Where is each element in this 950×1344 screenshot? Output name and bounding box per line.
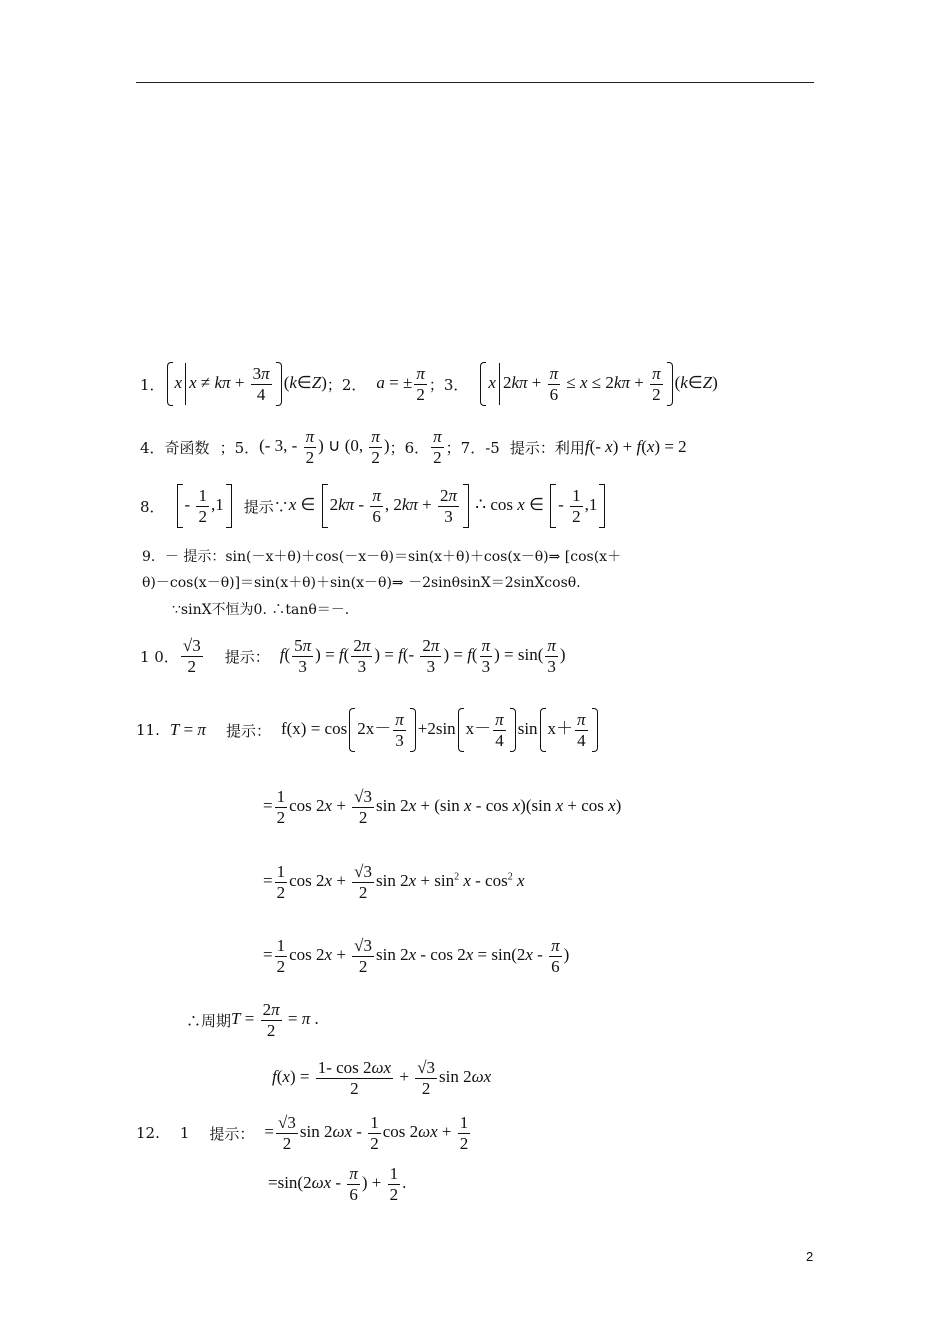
- page-number: 2: [806, 1249, 814, 1264]
- answer-9-line-3: ∵sinX不恒为0. ∴tanθ＝－.: [172, 602, 350, 618]
- answer-10: 1 0． $\frac{√3}{2}$ 提示： f( $\frac{5\pi}{3}$ ) = f( $\frac{2\pi}{3}$ ) = f(- $\frac{2\pi}{3}$ ) = f( $\frac{\pi}{3}$ ) = sin( $\frac{\pi}{3}$ ): [140, 636, 566, 676]
- answer-1-3: 1． x x ≠ kπ + $\frac{3\pi}{4}$ (k∈Z) ；2． a = ± $\frac{\pi}{2}$ ；3． x 2kπ + $\frac{\pi}{6}$ ≤ x ≤ 2kπ + $\frac{\pi}{2}$ (k∈Z): [140, 362, 718, 406]
- answer-11-step-1: = $\frac{1}{2}$ cos 2x + $\frac{√3}{2}$ sin 2x + (sin x - cos x)(sin x + cos x): [263, 787, 622, 827]
- item-number-2: ；2．: [326, 375, 367, 394]
- answer-11-step-2: = $\frac{1}{2}$ cos 2x + $\frac{√3}{2}$ $\sin 2x + \sin^2 x - \cos^2 x$: [263, 862, 525, 902]
- answer-12-result: =sin(2ωx - $\frac{\pi}{6}$ ) + $\frac{1}{2}$ .: [268, 1164, 407, 1204]
- answer-9-line-2: θ)－cos(x－θ)]＝sin(x＋θ)＋sin(x－θ)⇒ －2sinθsinX＝2sinXcosθ.: [142, 575, 581, 591]
- answer-11-period: ∴周期 T = $\frac{2\pi}{2}$ = π .: [186, 1000, 319, 1040]
- item-number-1: 1．: [140, 375, 165, 394]
- answer-4-7: 4． 奇函数 ；5． (- 3, - $\frac{\pi}{2}$ ) ∪ (0, $\frac{\pi}{2}$ ) ；6． $\frac{\pi}{2}$ ；7．-5 提示： 利用 f(- x) + f(x) = 2: [140, 427, 687, 467]
- answer-8: 8． - $\frac{1}{2}$ ,1 提示∵ x ∈ 2kπ - $\frac{\pi}{6}$ , 2kπ + $\frac{2\pi}{3}$ ∴ cos x ∈ - $\frac{1}{2}$ ,1: [140, 484, 607, 528]
- answer-11-step-3: = $\frac{1}{2}$ cos 2x + $\frac{√3}{2}$ sin 2x - cos 2x = sin(2x - $\frac{\pi}{6}$ ): [263, 936, 570, 976]
- answer-11: 11. T = π 提示： f(x) = cos 2x－ $\frac{\pi}{3}$ +2sin x－ $\frac{\pi}{4}$ sin x＋ $\frac{\pi}{4}$: [136, 708, 600, 752]
- answer-12: 12. 1 提示： = $\frac{√3}{2}$ sin 2ωx - $\frac{1}{2}$ cos 2ωx + $\frac{1}{2}$: [136, 1113, 469, 1153]
- item-number-3: ；3．: [428, 375, 469, 394]
- answer-12-def: f(x) = $\frac{1- \cos 2\omega x}{2}$ + $\frac{√3}{2}$ sin 2ωx: [272, 1058, 492, 1098]
- answer-9-line-1: 9．－ 提示：sin(－x＋θ)＋cos(－x－θ)＝sin(x＋θ)＋cos(x－θ)⇒ [cos(x＋: [142, 549, 622, 565]
- header-rule: [136, 82, 814, 83]
